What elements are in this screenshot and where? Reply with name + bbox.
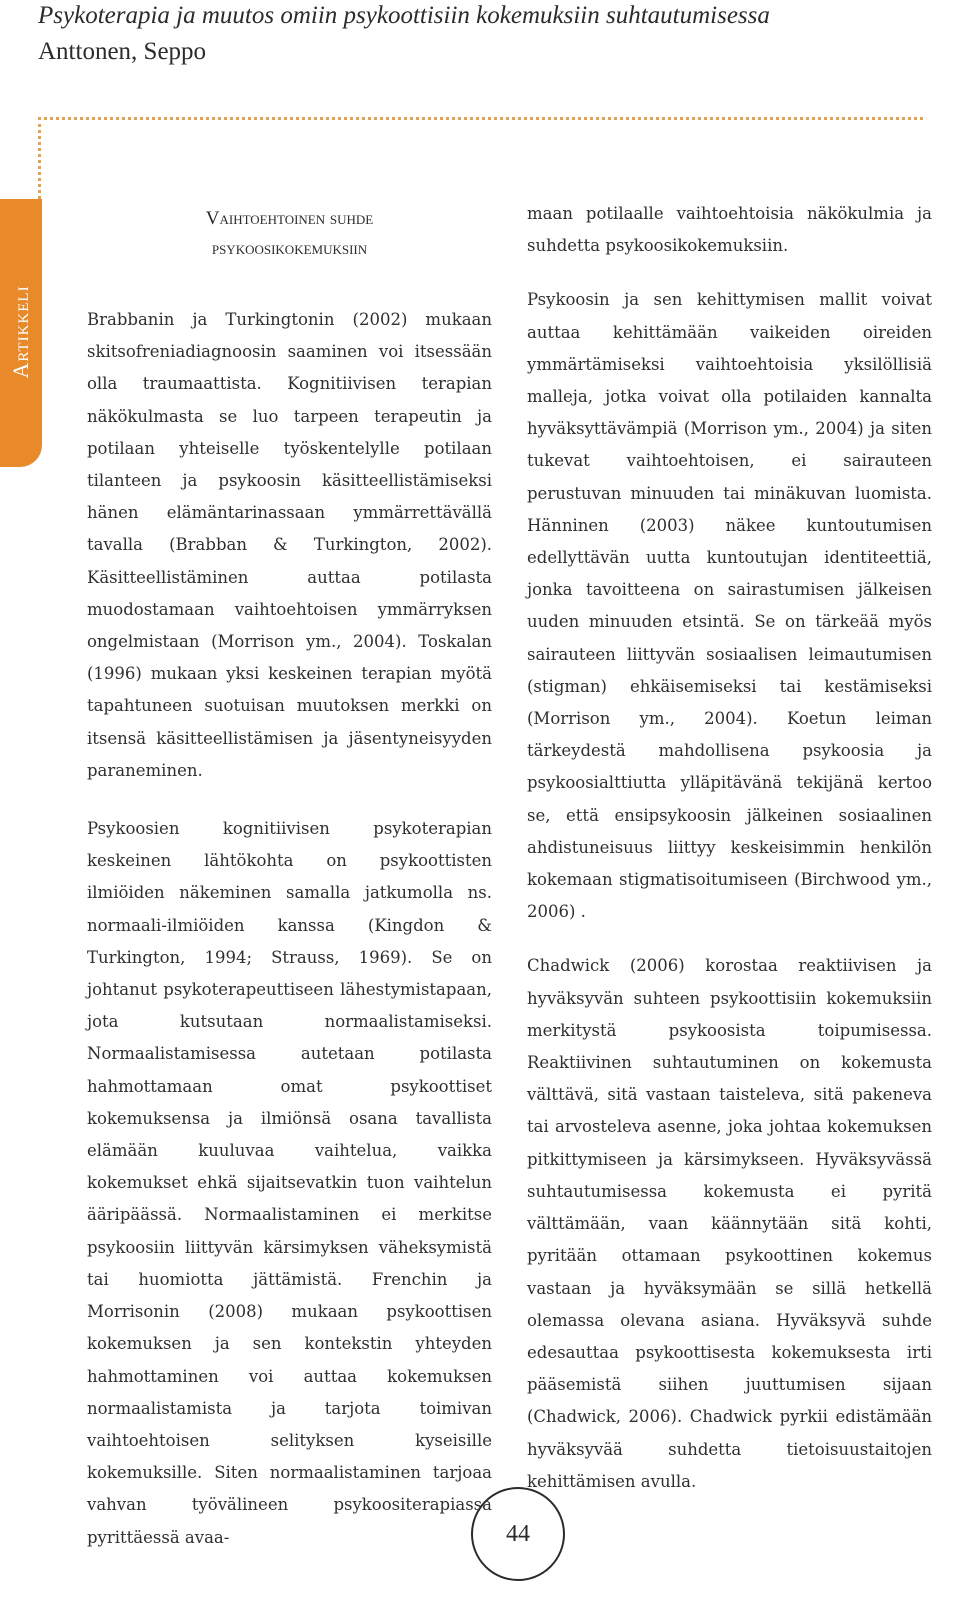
paragraph: Psykoosien kognitiivisen psykoterapian keskeinen lähtökohta on psykoottisten ilmiöiden näkeminen samalla jatkumolla ns. normaali-ilmiöiden kanssa (Kingdon & Turkington, 1994; Strauss, 1969). Se on johtanut psykoterapeuttiseen lähestymistapaan, jota kutsutaan normaalistamiseksi. Normaalistamisessa autetaan potilasta hahmottamaan omat psykoottiset kokemuksensa ja ilmiönsä osana tavallista elämään kuuluvaa vaihtelua, vaikka kokemukset ehkä sijaitsevatkin tuon vaihtelun ääripäässä. Normaalistaminen ei merkitse psykoosiin liittyvän kärsimyksen väheksymistä tai huomiotta jättämistä. Frenchin ja Morrisonin (2008) mukaan psykoottisen kokemuksen ja sen kontekstin yhteyden hahmottaminen voi auttaa kokemuksen normaalistamista ja tarjota toimivan vaihtoehtoisen selityksen kyseisille kokemuksille. Siten normaalistaminen tarjoaa vahvan työvälineen psykoositerapiassa pyrittäessä avaa- <box>87 819 492 1547</box>
section-heading-line2: psykoosikokemuksiin <box>211 238 368 259</box>
page-number: 44 <box>506 1521 530 1547</box>
header-author: Anttonen, Seppo <box>38 38 207 65</box>
paragraph: Psykoosin ja sen kehittymisen mallit voivat auttaa kehittämään vaikeiden oireiden ymmärtämiseksi vaihtoehtoisia yksilöllisiä malleja, jotka voivat olla potilaiden kannalta hyväksyttävämpiä (Morrison ym., 2004) ja siten tukevat vaihtoehtoisen, ei sairauteen perustuvan minuuden tai minäkuvan luomista. Hänninen (2003) näkee kuntoutumisen edellyttävän uutta kuntoutujan identiteettiä, jonka tavoitteena on sairastumisen jälkeisen uuden minuuden etsintä. Se on tärkeää myös sairauteen liittyvän sosiaalisen leimautumisen (stigman) ehkäisemiseksi tai kestämiseksi (Morrison ym., 2004). Koetun leiman tärkeydestä mahdollisena psykoosia ja psykoosialttiutta ylläpitävänä tekijänä kertoo se, että ensipsykoosin jälkeinen sosiaalinen ahdistuneisuus liittyy keskeisimmin henkilön kokemaan stigmatisoitumiseen (Birchwood ym., 2006) . <box>527 290 932 922</box>
running-header <box>38 0 918 68</box>
section-heading-line1: Vaihtoehtoinen suhde <box>205 208 374 229</box>
header-title: Psykoterapia ja muutos omiin psykoottisiin kokemuksiin suhtautumisessa <box>38 2 770 29</box>
right-column <box>527 198 932 1520</box>
side-tab <box>0 199 42 467</box>
paragraph: maan potilaalle vaihtoehtoisia näkökulmia ja suhdetta psykoosikokemuksiin. <box>527 204 932 256</box>
side-tab-label: Artikkeli <box>8 285 33 379</box>
dotted-rule-top <box>38 117 923 120</box>
paragraph: Brabbanin ja Turkingtonin (2002) mukaan skitsofreniadiagnoosin saaminen voi itsessään olla traumaattista. Kognitiivisen terapian näkökulmasta se luo tarpeen terapeutin ja potilaan yhteiselle työskentelylle potilaan tilanteen ja psykoosin käsitteellistämiseksi hänen elämäntarinassaan ymmärrettävällä tavalla (Brabban & Turkington, 2002). Käsitteellistäminen auttaa potilasta muodostamaan vaihtoehtoisen ymmärryksen ongelmistaan (Morrison ym., 2004). Toskalan (1996) mukaan yksi keskeinen terapian myötä tapahtuneen suotuisan muutoksen merkki on itsensä käsitteellistämisen ja jäsentyneisyyden paraneminen. <box>87 310 492 780</box>
section-heading <box>87 204 492 264</box>
left-column <box>87 204 492 1580</box>
paragraph: Chadwick (2006) korostaa reaktiivisen ja hyväksyvän suhteen psykoottisiin kokemuksiin merkitystä psykoosista toipumisessa. Reaktiivinen suhtautuminen on kokemusta välttävä, sitä vastaan taisteleva, sitä pakeneva tai arvosteleva asenne, joka johtaa kokemuksen pitkittymiseen ja kärsimykseen. Hyväksyvässä suhtautumisessa kokemusta ei pyritä välttämään, vaan käännytään sitä kohti, pyritään ottamaan psykoottinen kokemus vastaan ja hyväksymään se sillä hetkellä olemassa olevana asiana. Hyväksyvä suhde edesauttaa psykoottisesta kokemuksesta irti pääsemistä siihen juuttumisen sijaan (Chadwick, 2006). Chadwick pyrkii edistämään hyväksyvää suhdetta tietoisuustaitojen kehittämisen avulla. <box>527 956 932 1491</box>
dotted-rule-left <box>38 117 41 199</box>
page-number-circle <box>471 1487 565 1581</box>
